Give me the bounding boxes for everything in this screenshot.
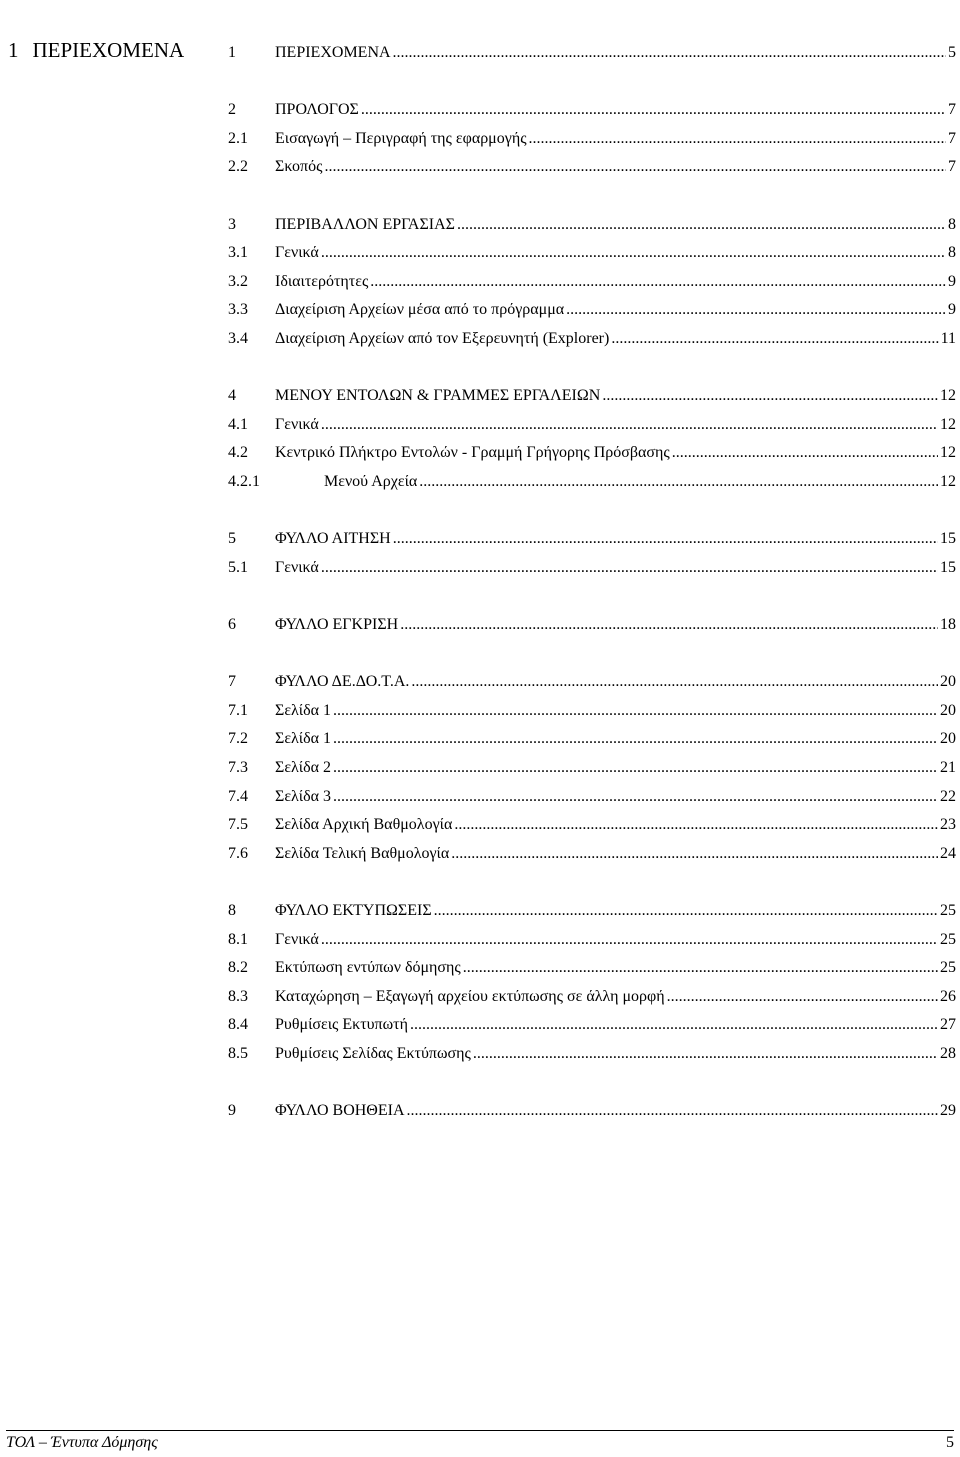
toc-entry[interactable] xyxy=(228,756,956,780)
toc-entry[interactable] xyxy=(228,556,956,580)
toc-entry[interactable] xyxy=(228,1042,956,1066)
toc-dot-leader xyxy=(324,155,946,179)
toc-entry-page: 29 xyxy=(940,1102,956,1120)
toc-entry-title: Σελίδα 3 xyxy=(275,787,332,805)
toc-entry-number: 7.5 xyxy=(228,816,248,834)
toc-entry-title: ΦΥΛΛΟ ΕΚΤΥΠΩΣΕΙΣ xyxy=(275,902,432,919)
toc-dot-leader xyxy=(611,327,938,351)
toc-entry-title: Εκτύπωση εντύπων δόμησης xyxy=(275,959,461,977)
toc-entry-title: ΠΕΡΙΕΧΟΜΕΝΑ xyxy=(275,44,391,61)
toc-entry[interactable] xyxy=(228,298,956,322)
toc-entry[interactable] xyxy=(228,41,956,65)
toc-dot-leader xyxy=(361,98,946,122)
toc-dot-leader xyxy=(321,413,938,437)
toc-entry[interactable] xyxy=(228,985,956,1009)
toc-dot-leader xyxy=(410,1013,938,1037)
toc-entry-number: 7.2 xyxy=(228,730,248,748)
toc-entry[interactable] xyxy=(228,441,956,465)
toc-entry[interactable] xyxy=(228,699,956,723)
toc-entry-title: Σελίδα 2 xyxy=(275,759,332,776)
toc-entry-title: Ιδιαιτερότητες xyxy=(275,272,369,290)
toc-entry[interactable] xyxy=(228,270,956,294)
toc-entry[interactable] xyxy=(228,470,956,494)
toc-entry-page: 12 xyxy=(940,415,956,433)
toc-dot-leader xyxy=(457,213,946,237)
toc-entry-title: ΠΡΟΛΟΓΟΣ xyxy=(275,101,359,119)
section-heading xyxy=(8,38,184,63)
toc-dot-leader xyxy=(333,785,938,809)
toc-dot-leader xyxy=(321,241,946,265)
toc-entry-page: 12 xyxy=(940,473,956,490)
toc-entry-title: Γενικά xyxy=(275,558,319,576)
toc-entry-page: 27 xyxy=(940,1016,956,1034)
toc-entry-number: 8.5 xyxy=(228,1045,248,1062)
toc-dot-leader xyxy=(333,756,938,780)
footer-page-number: 5 xyxy=(946,1434,954,1451)
toc-entry-number: 5 xyxy=(228,530,236,548)
toc-entry-number: 3.4 xyxy=(228,330,248,347)
toc-entry-page: 9 xyxy=(948,301,956,319)
toc-entry-page: 21 xyxy=(940,759,956,776)
toc-entry-number: 4 xyxy=(228,387,236,405)
toc-entry[interactable] xyxy=(228,384,956,408)
toc-entry[interactable] xyxy=(228,527,956,551)
toc-entry-page: 5 xyxy=(948,44,956,61)
toc-entry[interactable] xyxy=(228,1099,956,1123)
toc-dot-leader xyxy=(370,270,946,294)
toc-entry-title: Γενικά xyxy=(275,930,319,948)
toc-entry-number: 7 xyxy=(228,673,236,691)
toc-entry[interactable] xyxy=(228,327,956,351)
toc-entry-page: 8 xyxy=(948,244,956,262)
toc-dot-leader xyxy=(321,928,938,952)
toc-entry[interactable] xyxy=(228,213,956,237)
toc-entry[interactable] xyxy=(228,727,956,751)
toc-entry-number: 6 xyxy=(228,616,236,633)
toc-dot-leader xyxy=(434,899,938,923)
toc-entry[interactable] xyxy=(228,613,956,637)
toc-entry-page: 20 xyxy=(940,701,956,719)
toc-entry-page: 25 xyxy=(940,959,956,977)
toc-dot-leader xyxy=(463,956,938,980)
toc-entry-title: ΦΥΛΛΟ ΒΟΗΘΕΙΑ xyxy=(275,1102,405,1120)
toc-entry-title: Διαχείριση Αρχείων από τον Εξερευνητή (Explorer) xyxy=(275,330,610,347)
toc-entry-number: 3 xyxy=(228,215,236,233)
toc-dot-leader xyxy=(667,985,938,1009)
toc-entry[interactable] xyxy=(228,670,956,694)
toc-entry-number: 2 xyxy=(228,101,236,119)
toc-dot-leader xyxy=(672,441,938,465)
section-heading-title: ΠΕΡΙΕΧΟΜΕΝΑ xyxy=(32,38,185,62)
toc-entry-number: 4.2 xyxy=(228,444,248,462)
toc-entry-page: 12 xyxy=(940,387,956,405)
toc-entry[interactable] xyxy=(228,127,956,151)
toc-entry-title: Διαχείριση Αρχείων μέσα από το πρόγραμμα xyxy=(275,301,565,319)
toc-dot-leader xyxy=(473,1042,938,1066)
toc-entry[interactable] xyxy=(228,785,956,809)
toc-entry-title: Κεντρικό Πλήκτρο Εντολών - Γραμμή Γρήγορης Πρόσβασης xyxy=(275,444,670,462)
toc-entry-page: 8 xyxy=(948,215,956,233)
toc-dot-leader xyxy=(407,1099,938,1123)
toc-entry-page: 25 xyxy=(940,902,956,919)
toc-entry-page: 11 xyxy=(940,330,956,347)
toc-entry-number: 8.1 xyxy=(228,930,248,948)
toc-entry-title: Γενικά xyxy=(275,415,319,433)
toc-entry-title: Σελίδα Τελική Βαθμολογία xyxy=(275,844,450,862)
toc-entry-title: ΦΥΛΛΟ ΕΓΚΡΙΣΗ xyxy=(275,616,399,633)
toc-entry[interactable] xyxy=(228,241,956,265)
toc-dot-leader xyxy=(321,556,938,580)
toc-entry-title: Μενού Αρχεία xyxy=(324,473,418,490)
toc-entry-page: 7 xyxy=(948,129,956,147)
toc-entry-title: Ρυθμίσεις Σελίδας Εκτύπωσης xyxy=(275,1045,471,1062)
toc-entry-page: 7 xyxy=(948,158,956,176)
toc-entry-number: 1 xyxy=(228,44,236,61)
toc-entry-title: Ρυθμίσεις Εκτυπωτή xyxy=(275,1016,408,1034)
toc-entry-number: 4.1 xyxy=(228,415,248,433)
toc-dot-leader xyxy=(529,127,946,151)
toc-entry-page: 12 xyxy=(940,444,956,462)
toc-entry[interactable] xyxy=(228,413,956,437)
toc-entry[interactable] xyxy=(228,928,956,952)
toc-dot-leader xyxy=(393,527,938,551)
toc-entry-page: 25 xyxy=(940,930,956,948)
toc-entry-title: Γενικά xyxy=(275,244,319,262)
toc-entry-page: 22 xyxy=(940,787,956,805)
toc-entry-page: 7 xyxy=(948,101,956,119)
footer-divider xyxy=(6,1430,954,1431)
toc-dot-leader xyxy=(393,41,946,65)
toc-entry-number: 3.3 xyxy=(228,301,248,319)
toc-entry-page: 15 xyxy=(940,558,956,576)
toc-entry[interactable] xyxy=(228,899,956,923)
section-heading-number: 1 xyxy=(8,38,19,62)
toc-entry-title: Σελίδα 1 xyxy=(275,701,332,719)
toc-entry-number: 5.1 xyxy=(228,558,248,576)
toc-entry-number: 2.2 xyxy=(228,158,248,176)
toc-entry[interactable] xyxy=(228,1013,956,1037)
footer-document-title: ΤΟΛ – Έντυπα Δόμησης xyxy=(6,1434,158,1451)
toc-entry-number: 4.2.1 xyxy=(228,473,260,490)
toc-entry[interactable] xyxy=(228,842,956,866)
toc-entry-title: Σκοπός xyxy=(275,158,323,176)
toc-entry-title: Εισαγωγή – Περιγραφή της εφαρμογής xyxy=(275,129,527,147)
toc-entry-page: 18 xyxy=(940,616,956,633)
toc-dot-leader xyxy=(419,470,938,494)
toc-entry-page: 20 xyxy=(940,673,956,691)
toc-entry-page: 15 xyxy=(940,530,956,548)
toc-entry-number: 7.3 xyxy=(228,759,248,776)
toc-entry-number: 8 xyxy=(228,902,236,919)
toc-dot-leader xyxy=(454,813,938,837)
toc-entry-number: 7.1 xyxy=(228,701,248,719)
page-footer xyxy=(6,1434,954,1452)
toc-entry-title: ΠΕΡΙΒΑΛΛΟΝ ΕΡΓΑΣΙΑΣ xyxy=(275,215,455,233)
toc-entry-page: 24 xyxy=(940,844,956,862)
toc-entry-title: ΦΥΛΛΟ ΑΙΤΗΣΗ xyxy=(275,530,391,548)
toc-entry-number: 2.1 xyxy=(228,129,248,147)
toc-entry-title: Σελίδα 1 xyxy=(275,730,332,748)
toc-entry-number: 8.4 xyxy=(228,1016,248,1034)
toc-entry-number: 7.6 xyxy=(228,844,248,862)
toc-entry-number: 7.4 xyxy=(228,787,248,805)
toc-entry-title: Καταχώρηση – Εξαγωγή αρχείου εκτύπωσης σε άλλη μορφή xyxy=(275,987,665,1005)
toc-dot-leader xyxy=(566,298,946,322)
toc-dot-leader xyxy=(451,842,938,866)
toc-dot-leader xyxy=(411,670,938,694)
toc-entry[interactable] xyxy=(228,98,956,122)
toc-entry-number: 8.2 xyxy=(228,959,248,977)
toc-entry-title: Σελίδα Αρχική Βαθμολογία xyxy=(275,816,453,834)
toc-entry-page: 9 xyxy=(948,272,956,290)
toc-dot-leader xyxy=(400,613,938,637)
toc-entry-number: 8.3 xyxy=(228,987,248,1005)
toc-dot-leader xyxy=(333,699,938,723)
toc-entry[interactable] xyxy=(228,956,956,980)
toc-entry[interactable] xyxy=(228,155,956,179)
toc-entry-number: 3.2 xyxy=(228,272,248,290)
toc-entry-page: 20 xyxy=(940,730,956,748)
toc-entry-title: ΜΕΝΟΥ ΕΝΤΟΛΩΝ & ΓΡΑΜΜΕΣ ΕΡΓΑΛΕΙΩΝ xyxy=(275,387,601,405)
toc-entry-page: 28 xyxy=(940,1045,956,1062)
toc-entry-title: ΦΥΛΛΟ ΔΕ.ΔΟ.Τ.Α. xyxy=(275,673,410,691)
toc-entry-number: 9 xyxy=(228,1102,236,1120)
toc-entry-page: 26 xyxy=(940,987,956,1005)
toc-entry[interactable] xyxy=(228,813,956,837)
toc-dot-leader xyxy=(602,384,938,408)
toc-entry-number: 3.1 xyxy=(228,244,248,262)
toc-entry-page: 23 xyxy=(940,816,956,834)
toc-dot-leader xyxy=(333,727,938,751)
